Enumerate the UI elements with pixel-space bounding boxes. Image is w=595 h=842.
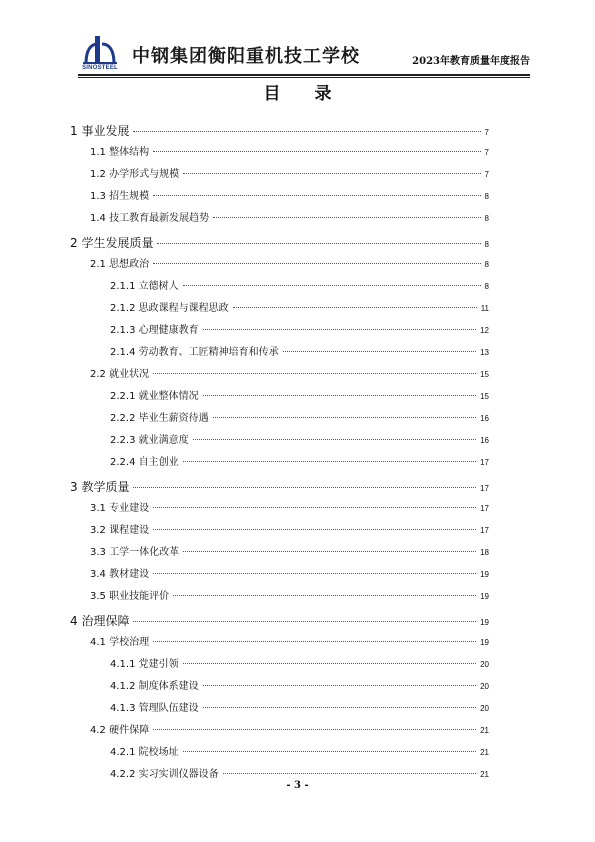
toc-entry[interactable]: [70, 476, 489, 500]
toc-entry-label: 4.2.1 院校场址: [110, 747, 179, 758]
dot-leader: [153, 373, 476, 374]
report-title: 2023年教育质量年度报告: [412, 56, 530, 67]
dot-leader: [203, 329, 476, 330]
toc-entry-page: 21: [480, 748, 489, 757]
toc-entry-page: 17: [480, 526, 489, 535]
dot-leader: [153, 151, 480, 152]
toc-entry-page: 8: [484, 214, 489, 223]
toc-entry[interactable]: [70, 678, 489, 700]
dot-leader: [203, 395, 476, 396]
toc-entry-page: 20: [480, 682, 489, 691]
toc-entry-label: 2.2.3 就业满意度: [110, 435, 189, 446]
toc-entry-label: 2.1.3 心理健康教育: [110, 325, 199, 336]
toc-entry-label: 3.5 职业技能评价: [90, 591, 170, 602]
dot-leader: [183, 461, 476, 462]
toc-entry[interactable]: [70, 588, 489, 610]
toc-entry-page: 16: [480, 414, 489, 423]
dot-leader: [153, 263, 480, 264]
toc-entry-page: 7: [484, 128, 489, 137]
toc-entry[interactable]: [70, 610, 489, 634]
dot-leader: [233, 307, 477, 308]
toc-entry-label: 4.1.2 制度体系建设: [110, 681, 199, 692]
toc-entry[interactable]: [70, 232, 489, 256]
toc-entry-page: 21: [480, 770, 489, 779]
dot-leader: [133, 487, 476, 488]
dot-leader: [183, 285, 481, 286]
toc-entry-page: 15: [480, 370, 489, 379]
toc-entry[interactable]: [70, 344, 489, 366]
toc-entry-label: 1 事业发展: [70, 124, 130, 138]
toc-entry-page: 7: [484, 170, 489, 179]
toc-entry-page: 19: [480, 592, 489, 601]
dot-leader: [183, 173, 480, 174]
dot-leader: [153, 529, 476, 530]
toc-entry[interactable]: [70, 278, 489, 300]
toc-entry-label: 2.2 就业状况: [90, 369, 150, 380]
toc-entry-page: 8: [484, 260, 489, 269]
toc-entry[interactable]: [70, 566, 489, 588]
toc-entry-label: 4 治理保障: [70, 614, 130, 628]
page-number: - 3 -: [286, 780, 309, 791]
toc-entry[interactable]: [70, 256, 489, 278]
toc-entry-label: 3.2 课程建设: [90, 525, 150, 536]
dot-leader: [153, 729, 476, 730]
toc-entry-label: 2.1 思想政治: [90, 259, 150, 270]
toc-entry-label: 2.2.1 就业整体情况: [110, 391, 199, 402]
dot-leader: [223, 773, 476, 774]
toc-entry[interactable]: [70, 700, 489, 722]
toc-entry-page: 7: [484, 148, 489, 157]
toc-entry-label: 4.1 学校治理: [90, 637, 150, 648]
toc-entry-page: 20: [480, 704, 489, 713]
dot-leader: [203, 707, 476, 708]
toc-entry[interactable]: [70, 744, 489, 766]
toc-entry-label: 2.1.1 立德树人: [110, 281, 179, 292]
toc-entry[interactable]: [70, 388, 489, 410]
toc-entry[interactable]: [70, 144, 489, 166]
toc-entry-label: 1.1 整体结构: [90, 147, 150, 158]
dot-leader: [213, 217, 480, 218]
dot-leader: [173, 595, 476, 596]
toc-entry-page: 19: [480, 570, 489, 579]
toc-entry[interactable]: [70, 522, 489, 544]
dot-leader: [203, 685, 476, 686]
dot-leader: [133, 131, 480, 132]
toc-entry-label: 4.2 硬件保障: [90, 725, 150, 736]
toc-entry[interactable]: [70, 454, 489, 476]
dot-leader: [153, 573, 476, 574]
toc-entry-label: 2.2.2 毕业生薪资待遇: [110, 413, 209, 424]
toc-entry-page: 13: [480, 348, 489, 357]
toc-entry[interactable]: [70, 432, 489, 454]
dot-leader: [193, 439, 476, 440]
dot-leader: [153, 641, 476, 642]
header-rule-thin: [78, 77, 530, 78]
toc-entry[interactable]: [70, 188, 489, 210]
toc-entry[interactable]: [70, 322, 489, 344]
toc-entry-page: 8: [484, 240, 489, 249]
toc-entry[interactable]: [70, 300, 489, 322]
toc-entry[interactable]: [70, 634, 489, 656]
toc-entry-page: 17: [480, 458, 489, 467]
sinosteel-logo-icon: [78, 34, 122, 66]
toc-entry-page: 12: [480, 326, 489, 335]
toc-entry-page: 18: [480, 548, 489, 557]
dot-leader: [183, 751, 476, 752]
toc-entry-page: 19: [480, 618, 489, 627]
sinosteel-logo: [78, 34, 122, 74]
toc-entry-label: 3.3 工学一体化改革: [90, 547, 180, 558]
toc-entry-label: 2.1.4 劳动教育、工匠精神培育和传承: [110, 347, 279, 358]
toc-entry-page: 21: [480, 726, 489, 735]
toc-entry-label: 4.1.3 管理队伍建设: [110, 703, 199, 714]
toc-entry[interactable]: [70, 366, 489, 388]
toc-title: 目 录: [263, 84, 346, 104]
toc-entry-label: 2.1.2 思政课程与课程思政: [110, 303, 229, 314]
dot-leader: [133, 621, 476, 622]
dot-leader: [153, 195, 480, 196]
header-rule: [78, 74, 530, 76]
toc-entry-label: 3.4 教材建设: [90, 569, 150, 580]
toc-entry-label: 2 学生发展质量: [70, 236, 154, 250]
logo-text: SINOSTEEL: [82, 65, 118, 71]
dot-leader: [157, 243, 480, 244]
toc-entry[interactable]: [70, 656, 489, 678]
toc-entry-label: 4.2.2 实习实训仪器设备: [110, 769, 219, 780]
toc-entry-label: 3.1 专业建设: [90, 503, 150, 514]
toc-entry[interactable]: [70, 500, 489, 522]
toc-entry-page: 8: [484, 192, 489, 201]
toc-entry[interactable]: [70, 120, 489, 144]
toc-entry-label: 1.3 招生规模: [90, 191, 150, 202]
toc-entry[interactable]: [70, 722, 489, 744]
toc-entry-label: 4.1.1 党建引领: [110, 659, 179, 670]
toc-entry[interactable]: [70, 544, 489, 566]
dot-leader: [283, 351, 476, 352]
toc-entry-label: 3 教学质量: [70, 480, 130, 494]
toc-entry-page: 20: [480, 660, 489, 669]
toc-entry-page: 17: [480, 504, 489, 513]
dot-leader: [153, 507, 476, 508]
toc-entry[interactable]: [70, 410, 489, 432]
toc-entry-page: 8: [484, 282, 489, 291]
dot-leader: [213, 417, 476, 418]
toc-entry-page: 17: [480, 484, 489, 493]
toc-entry-label: 1.4 技工教育最新发展趋势: [90, 213, 210, 224]
toc-entry-page: 16: [480, 436, 489, 445]
toc-entry[interactable]: [70, 210, 489, 232]
toc-entry-page: 11: [480, 304, 489, 313]
dot-leader: [183, 551, 476, 552]
toc-entry[interactable]: [70, 166, 489, 188]
page-header: [78, 34, 530, 74]
dot-leader: [183, 663, 476, 664]
table-of-contents: [70, 120, 489, 788]
toc-entry-page: 19: [480, 638, 489, 647]
toc-entry-page: 15: [480, 392, 489, 401]
toc-entry-label: 2.2.4 自主创业: [110, 457, 179, 468]
toc-entry-label: 1.2 办学形式与规模: [90, 169, 180, 180]
school-name: 中钢集团衡阳重机技工学校: [132, 46, 360, 67]
